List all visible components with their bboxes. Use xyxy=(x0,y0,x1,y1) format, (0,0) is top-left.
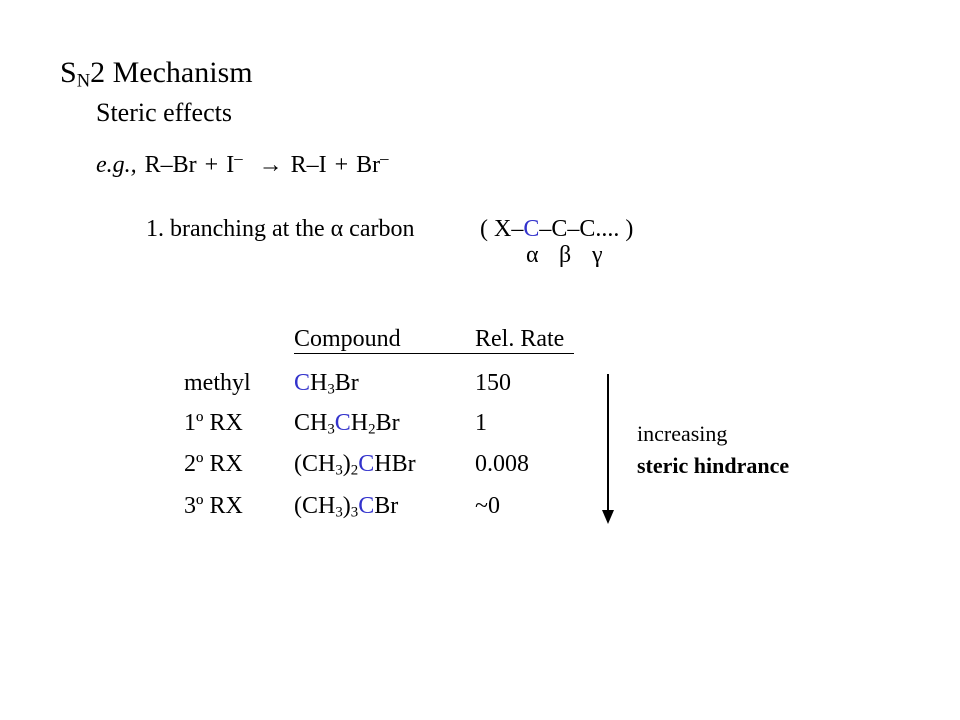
row-rate-tertiary: ~0 xyxy=(475,493,500,519)
reaction-equation xyxy=(96,148,389,179)
reactant: R–Br xyxy=(144,152,197,178)
row-rate-secondary: 0.008 xyxy=(475,451,529,477)
carbon-chain: ( X–C–C–C.... ) xyxy=(480,216,634,242)
annotation-increasing: increasing xyxy=(637,421,728,446)
header-rate: Rel. Rate xyxy=(475,326,565,352)
gamma-label: γ xyxy=(592,242,603,268)
greek-labels xyxy=(526,242,625,269)
annotation-steric-hindrance: steric hindrance xyxy=(637,453,790,478)
plus-sign: + xyxy=(204,152,219,178)
row-type-primary: 1º RX xyxy=(184,410,243,436)
header-compound: Compound xyxy=(294,326,401,352)
reaction-arrow: → xyxy=(258,152,283,178)
plus-sign: + xyxy=(334,152,349,178)
beta-label: β xyxy=(559,242,572,268)
down-arrow-icon xyxy=(598,374,618,524)
row-formula-tertiary: $(CH_3)_3CBr$ xyxy=(294,493,399,521)
product: R–I xyxy=(290,152,327,178)
nucleophile: I– xyxy=(226,148,243,178)
slide-title: $S_N2$ Mechanism xyxy=(60,56,253,92)
row-formula-primary: $CH_3CH_2Br$ xyxy=(294,410,400,438)
slide-subtitle: Steric effects xyxy=(96,98,232,127)
example-label: e.g., xyxy=(96,152,137,178)
row-rate-primary: 1 xyxy=(475,410,487,436)
row-formula-methyl: $CH_3Br$ xyxy=(294,370,359,398)
header-divider xyxy=(294,353,574,354)
leaving-group: Br– xyxy=(356,148,389,178)
row-type-secondary: 2º RX xyxy=(184,451,243,477)
row-formula-secondary: $(CH_3)_2CHBr$ xyxy=(294,451,416,479)
row-type-methyl: methyl xyxy=(184,370,251,396)
row-type-tertiary: 3º RX xyxy=(184,493,243,519)
row-rate-methyl: 150 xyxy=(475,370,511,396)
point-1-text: 1. branching at the α carbon xyxy=(146,216,415,242)
alpha-label: α xyxy=(526,242,539,268)
